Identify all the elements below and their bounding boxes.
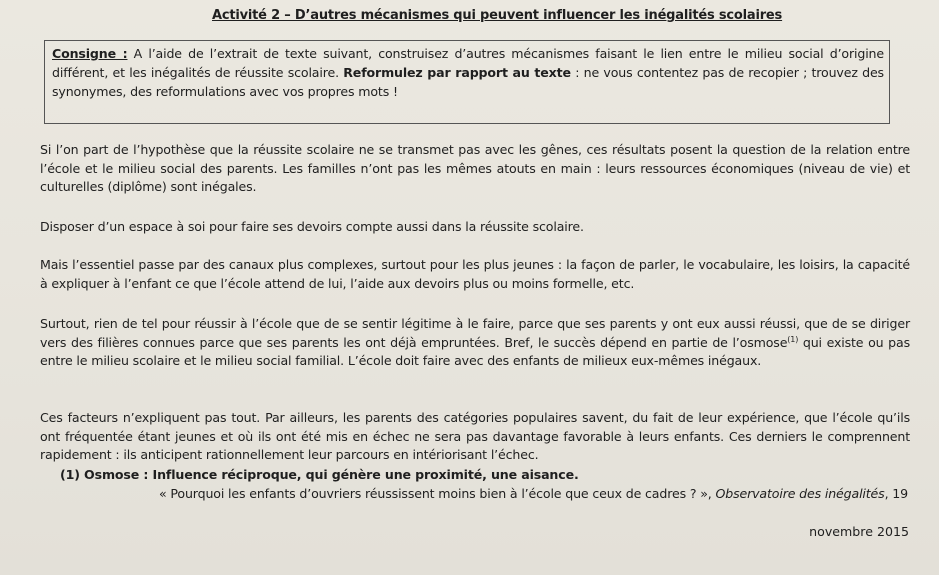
consigne-label: Consigne : <box>52 46 128 61</box>
activity-title: Activité 2 – D’autres mécanismes qui peuvent influencer les inégalités scolaires <box>212 8 783 23</box>
footnote: (1) Osmose : Influence réciproque, qui génère une proximité, une aisance. <box>60 467 579 482</box>
consigne-text-part1: A l’aide de l’extrait de texte suivant, construisez d’autres mécanismes faisant le lien entre le milieu social d’origine différent, et les inégalités de réussite scolaire. <box>52 46 884 80</box>
consigne-text <box>52 44 884 101</box>
consigne-text-part2: : ne vous contentez pas de recopier ; trouvez des synonymes, des reformulations avec vos propres mots ! <box>52 65 884 99</box>
paragraph-5: Ces facteurs n’expliquent pas tout. Par ailleurs, les parents des catégories populaires savent, du fait de leur expérience, que l’école qu’ils ont fréquentée étant jeunes et où ils ont été mis en échec ne sera pas davantage favorable à leurs enfants. Ces derniers le comprennent rapidement : ils anticipent rationnellement leur parcours en intériorisant l’échec. <box>40 410 910 463</box>
footnote-marker: (1) <box>787 334 799 344</box>
paragraph-3: Mais l’essentiel passe par des canaux plus complexes, surtout pour les plus jeunes : la façon de parler, le vocabulaire, les loisirs, la capacité à expliquer à l’enfant ce que l’école attend de lui, l’aide aux devoirs plus ou moins formelle, etc. <box>40 257 910 291</box>
paragraph-4-text-b: qui existe ou pas entre le milieu scolaire et le milieu social familial. L’école doit faire avec des enfants de milieux eux-mêmes inégaux. <box>40 334 910 369</box>
paragraph-1: Si l’on part de l’hypothèse que la réussite scolaire ne se transmet pas avec les gênes, ces résultats posent la question de la relation entre l’école et le milieu social des parents. Les familles n’ont pas les mêmes atouts en main : leurs ressources économiques (niveau de vie) et culturelles (diplôme) sont inégales. <box>40 142 910 195</box>
paragraph-4-text-a: Surtout, rien de tel pour réussir à l’école que de se sentir légitime à le faire, parce que ses parents y ont eux aussi réussi, que de se diriger vers des filières connues parce que ses parents les ont déjà empruntées. Bref, le succès dépend en partie de l’osmose <box>40 316 910 350</box>
source-day: , 19 <box>884 486 908 501</box>
paragraph-2: Disposer d’un espace à soi pour faire ses devoirs compte aussi dans la réussite scolaire. <box>40 219 584 234</box>
source-date: novembre 2015 <box>809 524 909 539</box>
source-citation <box>86 485 908 503</box>
paragraph-4 <box>40 315 910 371</box>
consigne-emphasis: Reformulez par rapport au texte <box>343 65 571 80</box>
source-quote: « Pourquoi les enfants d’ouvriers réussissent moins bien à l’école que ceux de cadres ? », <box>159 486 716 501</box>
source-publication: Observatoire des inégalités <box>715 486 885 501</box>
